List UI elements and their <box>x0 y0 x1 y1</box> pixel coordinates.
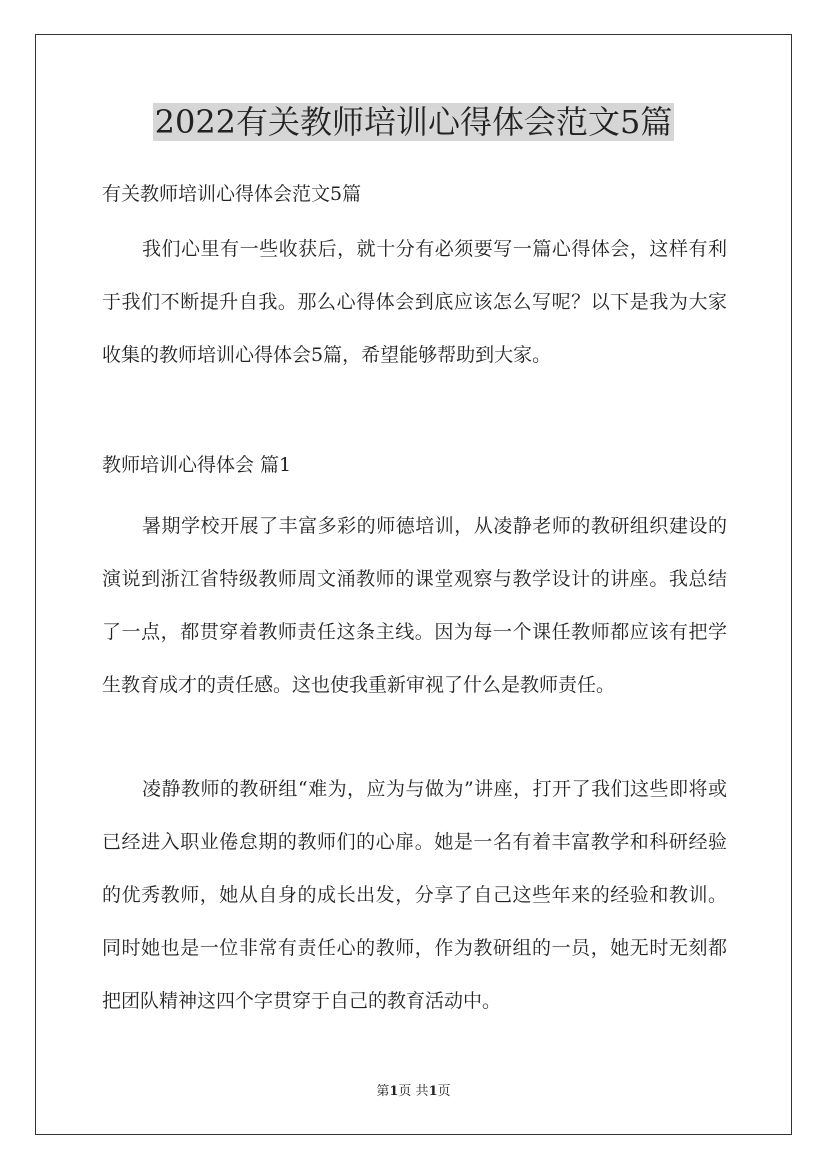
body-paragraph-1: 暑期学校开展了丰富多彩的师德培训，从凌静老师的教研组织建设的演说到浙江省特级教师周文涌教师的课堂观察与教学设计的讲座。我总结了一点，都贯穿着教师责任这条主线。因为每一个课任教师都应该有把学生教育成才的责任感。这也使我重新审视了什么是教师责任。 <box>102 515 727 696</box>
intro-paragraph: 我们心里有一些收获后，就十分有必须要写一篇心得体会，这样有利于我们不断提升自我。那么心得体会到底应该怎么写呢？以下是我为大家收集的教师培训心得体会5篇，希望能够帮助到大家。 <box>102 238 727 366</box>
document-subtitle: 有关教师培训心得体会范文5篇 <box>102 183 362 205</box>
footer-page-number: 1 <box>389 1084 399 1099</box>
footer-page-prefix: 第 <box>376 1084 390 1099</box>
footer-page-total: 1 <box>428 1084 438 1099</box>
section-heading: 教师培训心得体会 篇1 <box>102 454 292 476</box>
footer-page-suffix: 页 <box>437 1084 451 1099</box>
body-paragraph-2: 凌静教师的教研组“难为，应为与做为”讲座，打开了我们这些即将或已经进入职业倦怠期的教师们的心扉。她是一名有着丰富教学和科研经验的优秀教师，她从自身的成长出发，分享了自己这些年来的经验和教训。同时她也是一位非常有责任心的教师，作为教研组的一员，她无时无刻都把团队精神这四个字贯穿于自己的教育活动中。 <box>102 778 727 1012</box>
page-footer <box>0 1083 827 1101</box>
document-title <box>0 100 827 144</box>
footer-page-middle: 页 共 <box>398 1084 429 1099</box>
document-title-text: 2022有关教师培训心得体会范文5篇 <box>154 103 673 141</box>
